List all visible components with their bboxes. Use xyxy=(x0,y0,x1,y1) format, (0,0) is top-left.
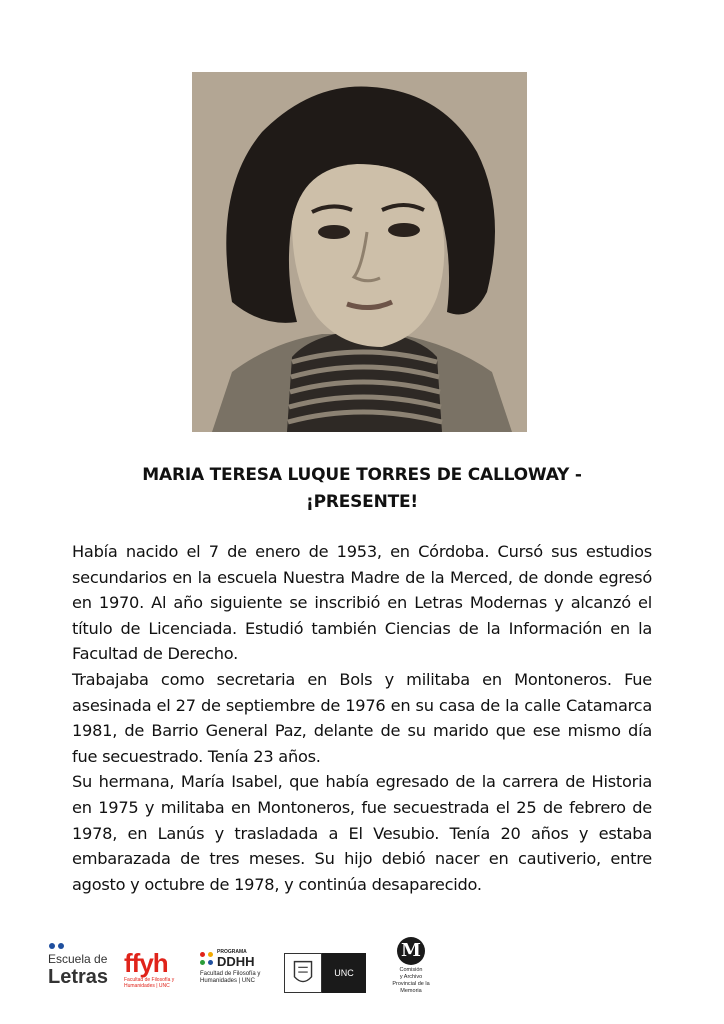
portrait-illustration xyxy=(192,72,527,432)
presente-heading: ¡PRESENTE! xyxy=(306,492,418,512)
escuela-de-letras-logo xyxy=(48,943,118,999)
ddhh-mark: DDHH xyxy=(217,954,255,969)
memorial-title xyxy=(60,462,664,516)
paragraph-early-life: Había nacido el 7 de enero de 1953, en Córdoba. Cursó sus estudios secundarios en la escuela Nuestra Madre de la Merced, de donde egresó en 1970. Al año siguiente se inscribió en Letras Modernas y alcanzó el título de Licenciada. Estudió también Ciencias de la Información en la Facultad de Derecho. xyxy=(72,542,652,664)
ddhh-subtitle: Facultad de Filosofía y Humanidades | UNC xyxy=(200,971,261,984)
comision-line2: y Archivo xyxy=(399,974,423,980)
comision-archivo-memoria-logo xyxy=(386,937,436,1003)
ffyh-subtitle: Facultad de Filosofía y Humanidades | UNC xyxy=(124,977,175,989)
letras-line2: Letras xyxy=(48,966,109,988)
unc-logo xyxy=(284,953,368,993)
comision-line4: Memoria xyxy=(400,988,422,994)
comision-mark: M xyxy=(397,937,425,965)
ffyh-logo xyxy=(124,949,186,999)
ddhh-top-label: PROGRAMA xyxy=(217,949,247,955)
person-name-heading: MARIA TERESA LUQUE TORRES DE CALLOWAY - xyxy=(142,465,582,485)
portrait-photo xyxy=(192,72,527,432)
footer-logos xyxy=(40,935,440,1005)
programa-ddhh-logo xyxy=(200,949,276,999)
unc-shield-icon xyxy=(284,953,322,993)
letras-line1: Escuela de xyxy=(48,952,108,966)
paragraph-sister: Su hermana, María Isabel, que había egresado de la carrera de Historia en 1975 y militaba en Montoneros, fue secuestrada el 25 de febrero de 1978, en Lanús y trasladada a El Vesubio. Tenía 20 años y estaba embarazada de tres meses. Su hijo debió nacer en cautiverio, entre agosto y octubre de 1978, y continúa desaparecido. xyxy=(72,772,652,894)
ddhh-dots-icon xyxy=(200,952,214,966)
ffyh-mark: ffyh xyxy=(124,948,168,978)
letras-dots-icon xyxy=(49,943,118,949)
paragraph-death: Trabajaba como secretaria en Bols y militaba en Montoneros. Fue asesinada el 27 de septiembre de 1976 en su casa de la calle Catamarca 1981, de Barrio General Paz, delante de su marido que ese mismo día fue secuestrado. Tenía 23 años. xyxy=(72,669,652,766)
biography-text xyxy=(72,539,652,897)
unc-label: UNC xyxy=(322,953,366,993)
comision-line3: Provincial de la xyxy=(392,981,430,987)
comision-line1: Comisión xyxy=(399,967,423,973)
